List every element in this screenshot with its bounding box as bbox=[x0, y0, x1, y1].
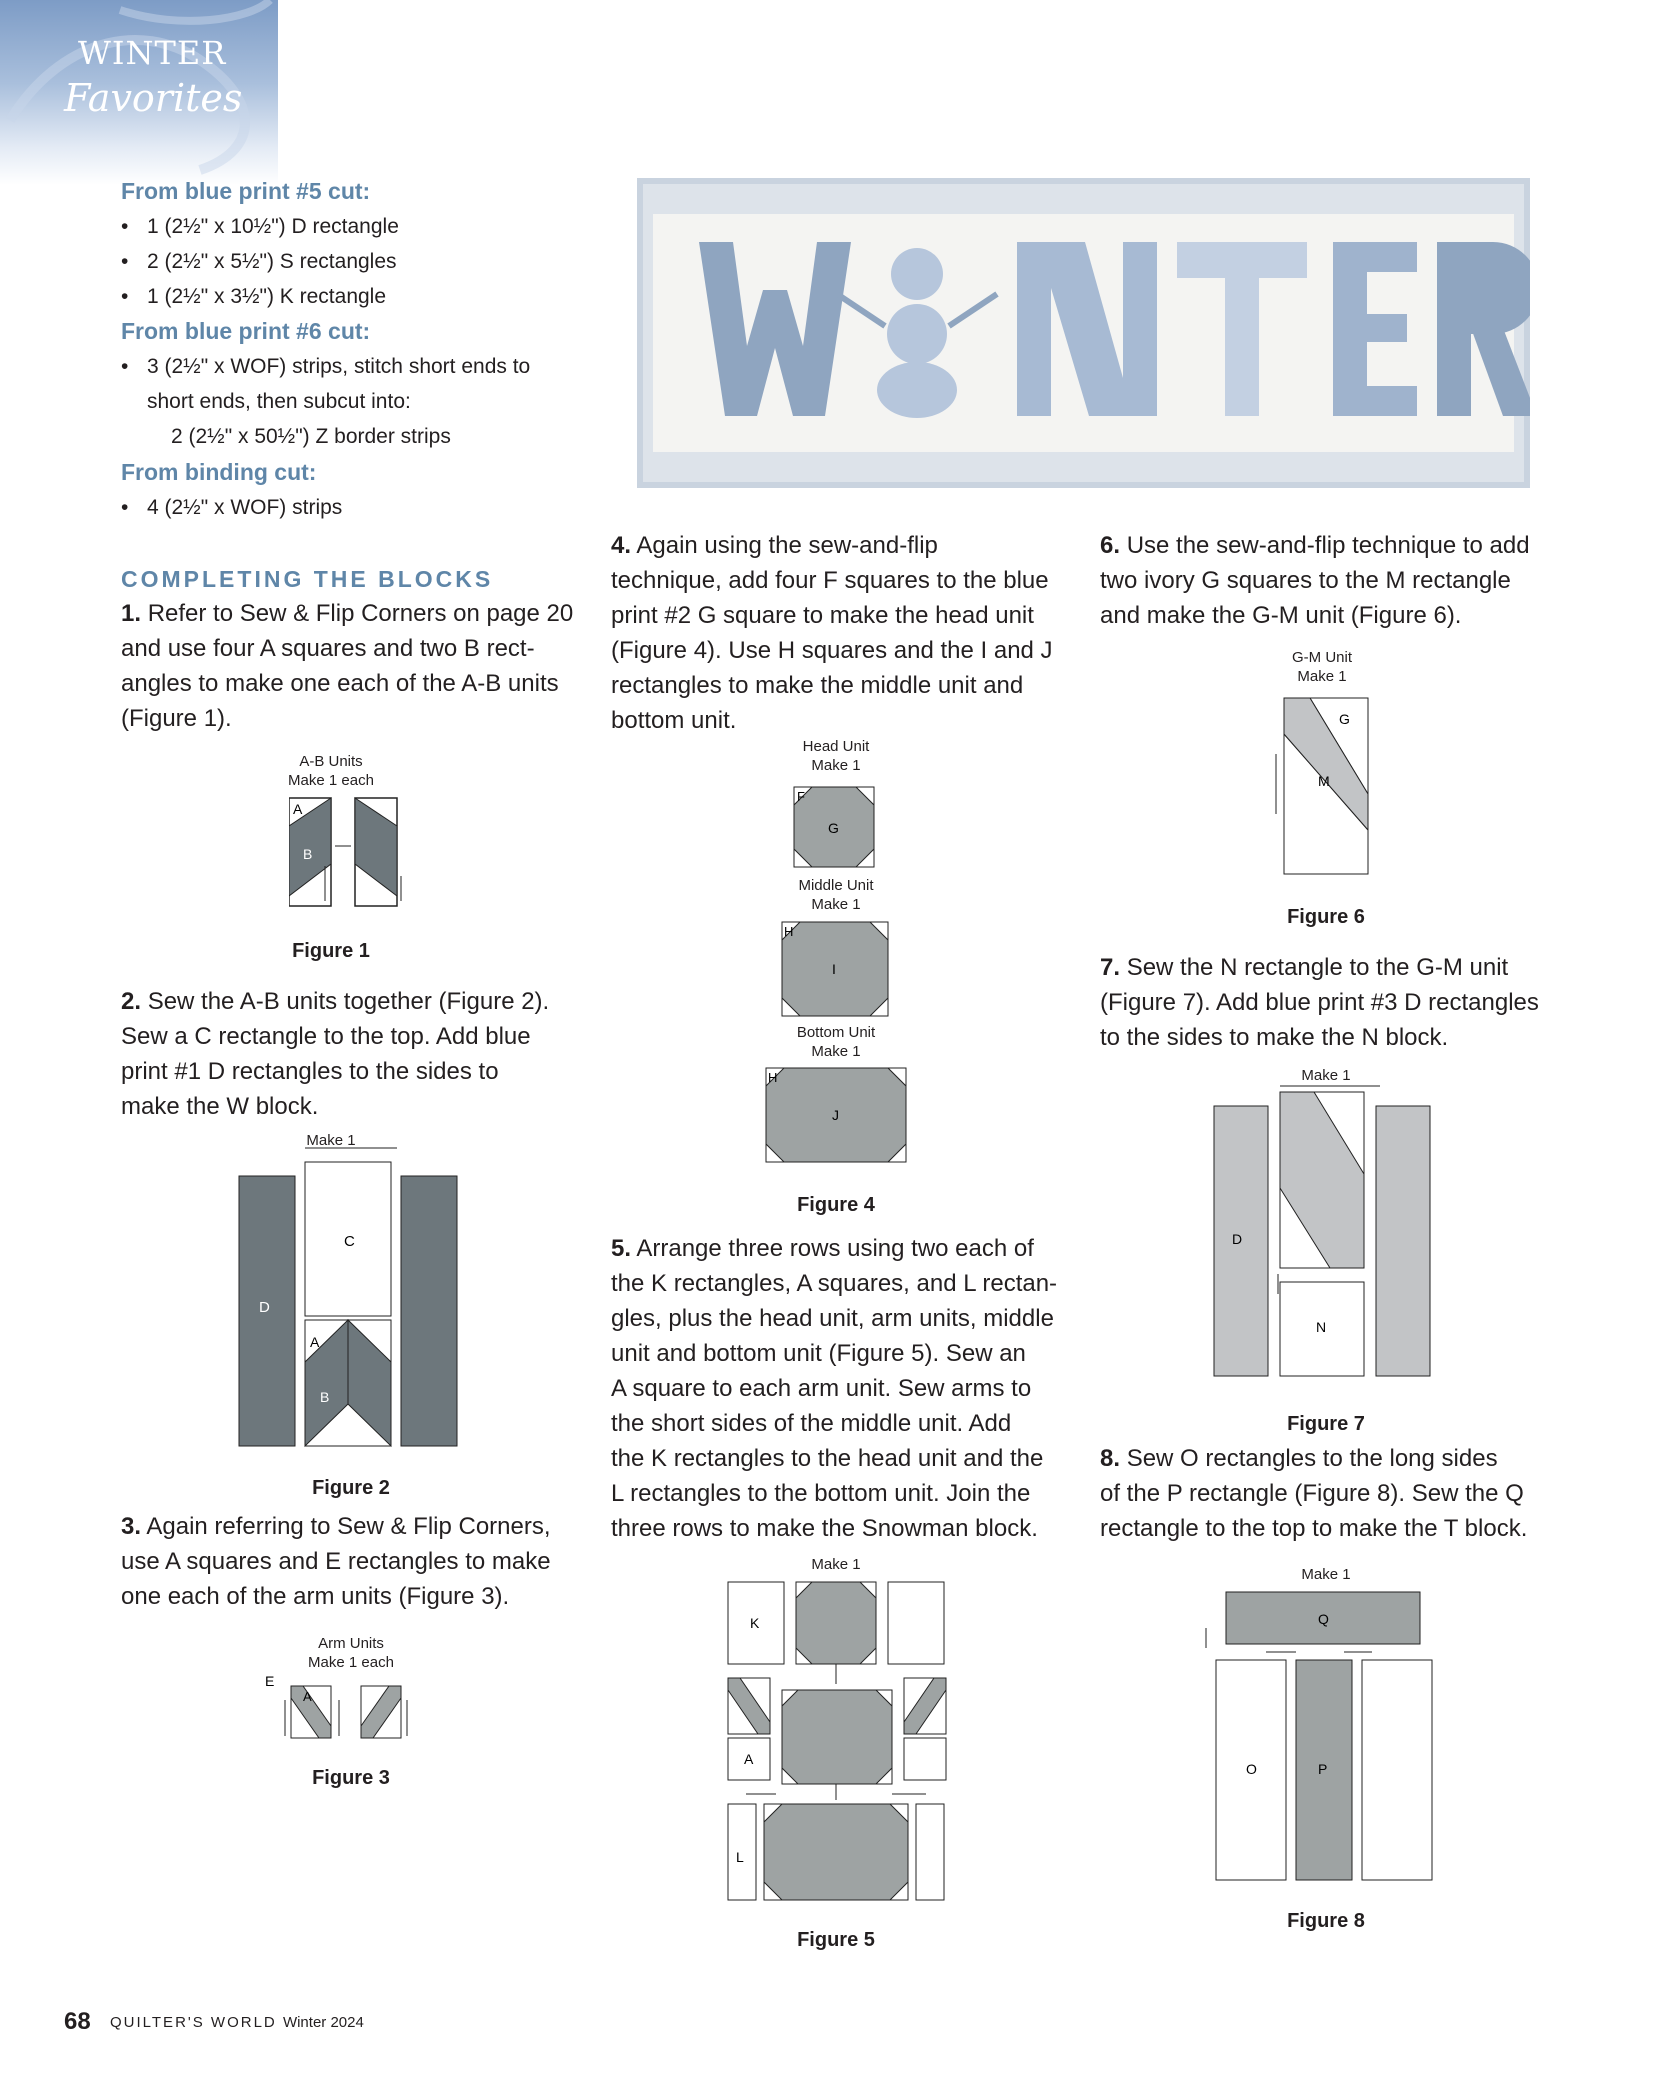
figure-5-caption: Figure 5 bbox=[797, 1929, 875, 1951]
figure-6-title bbox=[1262, 648, 1382, 686]
label-n: N bbox=[1316, 1319, 1327, 1335]
step-line: make the W block. bbox=[121, 1093, 319, 1120]
page-number: 68 bbox=[64, 2008, 91, 2035]
step-line: the K rectangles to the head unit and the bbox=[611, 1445, 1044, 1472]
step-number: 2. bbox=[121, 988, 142, 1015]
magazine-title: QUILTER'S WORLD bbox=[110, 2014, 277, 2031]
step-line: rectangles to make the middle unit and bbox=[611, 672, 1024, 699]
magazine-name bbox=[110, 2014, 364, 2031]
step-line: gles, plus the head unit, arm units, middle bbox=[611, 1305, 1054, 1332]
label-d: D bbox=[1232, 1231, 1243, 1247]
step-number: 8. bbox=[1100, 1445, 1121, 1472]
step-line: A square to each arm unit. Sew arms to bbox=[611, 1375, 1032, 1402]
step-7 bbox=[1100, 950, 1570, 1055]
step-line: rectangle to the top to make the T block. bbox=[1100, 1515, 1528, 1542]
step-5 bbox=[611, 1231, 1081, 1546]
figure-4-bottom-title bbox=[776, 1023, 896, 1061]
step-line: the short sides of the middle unit. Add bbox=[611, 1410, 1012, 1437]
figure-1-caption: Figure 1 bbox=[292, 940, 370, 962]
figure-8-caption: Figure 8 bbox=[1287, 1910, 1365, 1932]
figure-3-caption: Figure 3 bbox=[312, 1767, 390, 1789]
cut-item-cont: short ends, then subcut into: bbox=[147, 390, 411, 413]
logo-favorites: Favorites bbox=[64, 76, 243, 120]
fig-subtitle: Make 1 bbox=[811, 757, 861, 774]
step-line: Sew a C rectangle to the top. Add blue bbox=[121, 1023, 531, 1050]
label-a: A bbox=[303, 1689, 312, 1704]
label-b: B bbox=[303, 846, 313, 862]
figure-2-caption: Figure 2 bbox=[312, 1477, 390, 1499]
cut-item: • 4 (2½" x WOF) strips bbox=[121, 496, 342, 520]
fig-subtitle: Make 1 bbox=[1297, 668, 1347, 685]
figure-3-diagram bbox=[261, 1670, 441, 1750]
step-line: Arrange three rows using two each of bbox=[636, 1235, 1034, 1262]
label-a: A bbox=[310, 1334, 320, 1350]
figure-3-title bbox=[291, 1634, 411, 1672]
fig-title: Head Unit bbox=[802, 738, 870, 755]
step-line: Sew the A-B units together (Figure 2). bbox=[147, 988, 550, 1015]
step-line: L rectangles to the bottom unit. Join the bbox=[611, 1480, 1031, 1507]
issue-date: Winter 2024 bbox=[282, 2014, 364, 2031]
step-8 bbox=[1100, 1441, 1570, 1546]
step-line: Sew O rectangles to the long sides bbox=[1126, 1445, 1498, 1472]
step-line: the K rectangles, A squares, and L rectan- bbox=[611, 1270, 1058, 1297]
cut-item: • 1 (2½" x 10½") D rectangle bbox=[121, 215, 399, 239]
fig-title: Middle Unit bbox=[798, 877, 874, 894]
fig-subtitle: Make 1 bbox=[811, 1043, 861, 1060]
step-3 bbox=[121, 1509, 591, 1614]
label-i: I bbox=[832, 961, 836, 977]
step-number: 7. bbox=[1100, 954, 1121, 981]
section-title: COMPLETING THE BLOCKS bbox=[121, 566, 494, 592]
step-line: use A squares and E rectangles to make bbox=[121, 1548, 551, 1575]
label-d: D bbox=[259, 1299, 270, 1316]
step-6 bbox=[1100, 528, 1570, 633]
quilt-photo bbox=[637, 178, 1530, 488]
figure-1-diagram bbox=[289, 796, 409, 911]
figure-6-diagram bbox=[1270, 694, 1370, 878]
label-l: L bbox=[736, 1849, 744, 1865]
step-line: unit and bottom unit (Figure 5). Sew an bbox=[611, 1340, 1026, 1367]
step-line: to the sides to make the N block. bbox=[1100, 1024, 1449, 1051]
label-o: O bbox=[1246, 1761, 1257, 1777]
figure-4-middle-title bbox=[776, 876, 896, 914]
label-e: E bbox=[265, 1673, 275, 1689]
fig-subtitle: Make 1 each bbox=[288, 772, 374, 789]
column-1 bbox=[121, 0, 591, 2091]
step-1 bbox=[121, 596, 591, 736]
step-line: Refer to Sew & Flip Corners on page 20 bbox=[147, 600, 574, 627]
label-f: F bbox=[797, 789, 805, 804]
figure-7-title: Make 1 bbox=[1301, 1067, 1351, 1084]
fig-title: Arm Units bbox=[318, 1635, 384, 1652]
logo-winter: WINTER bbox=[78, 34, 227, 72]
cut-item: • 2 (2½" x 5½") S rectangles bbox=[121, 250, 397, 274]
figure-6-caption: Figure 6 bbox=[1287, 906, 1365, 928]
figure-4-head-unit bbox=[790, 783, 880, 873]
label-h: H bbox=[768, 1070, 778, 1085]
step-line: bottom unit. bbox=[611, 707, 737, 734]
step-number: 4. bbox=[611, 532, 632, 559]
step-line: Again using the sew-and-flip bbox=[636, 532, 938, 559]
label-a: A bbox=[744, 1751, 754, 1767]
step-line: three rows to make the Snowman block. bbox=[611, 1515, 1038, 1542]
figure-1-title bbox=[271, 752, 391, 790]
step-line: print #2 G square to make the head unit bbox=[611, 602, 1034, 629]
cut-heading: From blue print #5 cut: bbox=[121, 178, 371, 204]
step-number: 3. bbox=[121, 1513, 142, 1540]
step-line: print #1 D rectangles to the sides to bbox=[121, 1058, 499, 1085]
figure-2-diagram bbox=[237, 1140, 467, 1450]
step-4 bbox=[611, 528, 1081, 738]
fig-title: G-M Unit bbox=[1292, 649, 1352, 666]
figure-8-diagram bbox=[1196, 1588, 1436, 1888]
figure-4-head-title bbox=[776, 737, 896, 775]
figure-5-title: Make 1 bbox=[811, 1556, 861, 1573]
label-a: A bbox=[293, 801, 303, 817]
label-c: C bbox=[344, 1233, 355, 1250]
figure-4-bottom-unit bbox=[762, 1064, 912, 1168]
label-q: Q bbox=[1318, 1611, 1329, 1627]
fig-subtitle: Make 1 each bbox=[308, 1654, 394, 1671]
label-m: M bbox=[1318, 773, 1330, 789]
figure-4-caption: Figure 4 bbox=[797, 1194, 875, 1216]
label-j: J bbox=[832, 1107, 839, 1123]
step-number: 6. bbox=[1100, 532, 1121, 559]
figure-4-middle-unit bbox=[778, 918, 894, 1020]
label-h: H bbox=[784, 924, 794, 939]
cut-heading: From binding cut: bbox=[121, 459, 317, 485]
label-g: G bbox=[828, 820, 839, 836]
cut-subitem: 2 (2½" x 50½") Z border strips bbox=[171, 425, 451, 448]
step-line: Again referring to Sew & Flip Corners, bbox=[146, 1513, 551, 1540]
fig-subtitle: Make 1 bbox=[811, 896, 861, 913]
step-line: (Figure 7). Add blue print #3 D rectangles bbox=[1100, 989, 1539, 1016]
step-line: one each of the arm units (Figure 3). bbox=[121, 1583, 510, 1610]
figure-8-title: Make 1 bbox=[1301, 1566, 1351, 1583]
step-line: two ivory G squares to the M rectangle bbox=[1100, 567, 1511, 594]
cut-item: • 1 (2½" x 3½") K rectangle bbox=[121, 285, 386, 309]
step-line: (Figure 1). bbox=[121, 705, 232, 732]
figure-7-diagram bbox=[1210, 1078, 1446, 1382]
figure-7-caption: Figure 7 bbox=[1287, 1413, 1365, 1435]
step-2 bbox=[121, 984, 591, 1124]
label-b: B bbox=[320, 1389, 330, 1405]
cut-item: • 3 (2½" x WOF) strips, stitch short ends to bbox=[121, 355, 530, 379]
label-k: K bbox=[750, 1615, 760, 1631]
cut-heading: From blue print #6 cut: bbox=[121, 318, 371, 344]
step-line: angles to make one each of the A-B units bbox=[121, 670, 559, 697]
figure-2-title: Make 1 bbox=[306, 1132, 356, 1149]
step-line: and make the G-M unit (Figure 6). bbox=[1100, 602, 1462, 629]
step-line: and use four A squares and two B rect- bbox=[121, 635, 535, 662]
step-line: of the P rectangle (Figure 8). Sew the Q bbox=[1100, 1480, 1524, 1507]
step-line: technique, add four F squares to the blue bbox=[611, 567, 1049, 594]
step-line: Sew the N rectangle to the G-M unit bbox=[1126, 954, 1509, 981]
step-line: (Figure 4). Use H squares and the I and J bbox=[611, 637, 1053, 664]
step-number: 1. bbox=[121, 600, 142, 627]
fig-title: Bottom Unit bbox=[796, 1024, 876, 1041]
fig-title: A-B Units bbox=[299, 753, 363, 770]
figure-5-diagram bbox=[716, 1572, 956, 1908]
step-number: 5. bbox=[611, 1235, 632, 1262]
label-p: P bbox=[1318, 1761, 1328, 1777]
label-g: G bbox=[1339, 711, 1350, 727]
step-line: Use the sew-and-flip technique to add bbox=[1126, 532, 1530, 559]
